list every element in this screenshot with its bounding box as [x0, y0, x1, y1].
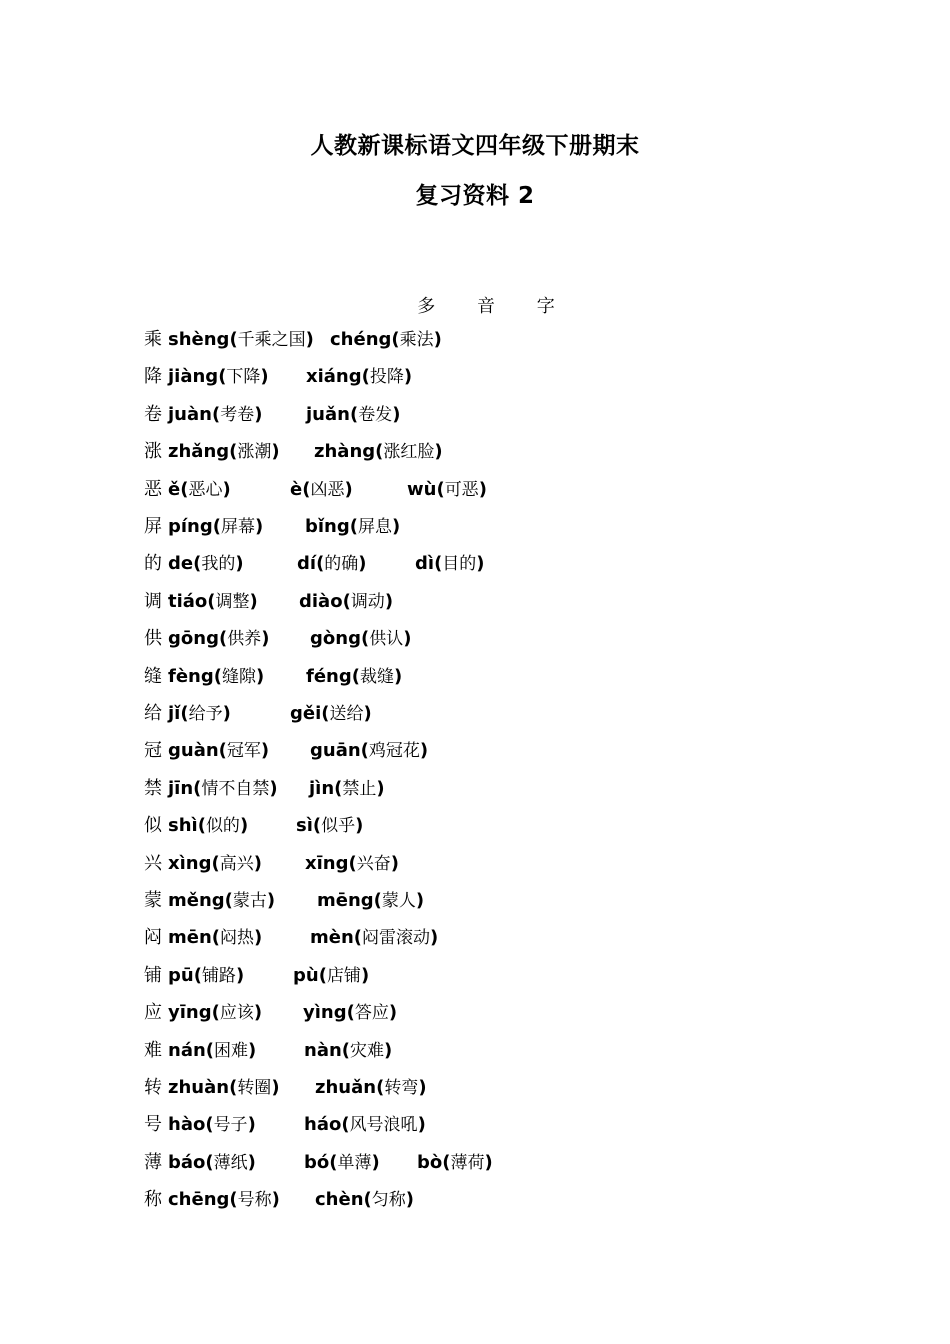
example-word: 的确 — [324, 554, 359, 575]
polyphonic-entry — [144, 961, 370, 991]
example-word: 目的 — [442, 554, 477, 575]
example-word: 涨红脸 — [383, 442, 435, 463]
example-word: 似的 — [205, 816, 240, 837]
example-word: 供养 — [227, 629, 262, 650]
pinyin: mēng — [317, 890, 374, 911]
pinyin: háo — [304, 1114, 342, 1136]
pinyin: zhuǎn — [315, 1077, 377, 1098]
example-word: 号子 — [213, 1115, 248, 1136]
example-word: 号称 — [237, 1190, 272, 1211]
entry-character: 兴 — [144, 852, 162, 874]
reading: shèng(千乘之国) — [168, 329, 314, 350]
example-word: 似乎 — [321, 816, 356, 837]
reading: nàn(灾难) — [304, 1039, 393, 1061]
example-word: 铺路 — [201, 965, 236, 986]
example-word: 考卷 — [220, 404, 255, 425]
example-word: 屏息 — [358, 517, 392, 537]
example-word: 屏幕 — [221, 517, 255, 537]
reading: dí(的确) — [297, 553, 367, 575]
entry-character: 铺 — [144, 964, 162, 986]
example-word: 我的 — [201, 554, 236, 575]
reading: shì(似的) — [168, 815, 249, 837]
polyphonic-entry — [144, 736, 429, 766]
pinyin: píng — [168, 516, 213, 537]
entry-character: 蒙 — [144, 890, 162, 911]
example-word: 风号浪吼 — [349, 1115, 418, 1136]
reading: xīng(兴奋) — [305, 852, 399, 874]
reading: dì(目的) — [415, 553, 485, 575]
reading: mēn(闷热) — [168, 927, 263, 949]
pinyin: hào — [168, 1114, 206, 1136]
example-word: 裁缝 — [359, 666, 394, 687]
pinyin: dì — [415, 553, 435, 575]
example-word: 单薄 — [337, 1152, 372, 1173]
reading: juǎn(卷发) — [306, 403, 401, 425]
pinyin: měng — [168, 890, 225, 911]
reading: hào(号子) — [168, 1114, 256, 1136]
polyphonic-entry — [144, 1073, 427, 1103]
example-word: 转圈 — [237, 1078, 272, 1098]
reading: bǐng(屏息) — [305, 516, 401, 537]
pinyin: yìng — [303, 1002, 347, 1024]
pinyin: jìn — [309, 777, 335, 799]
entry-character: 恶 — [144, 478, 162, 500]
pinyin: gōng — [168, 628, 219, 650]
pinyin: pù — [293, 964, 319, 986]
example-word: 灾难 — [350, 1040, 385, 1061]
example-word: 兴奋 — [356, 853, 391, 874]
entry-character: 给 — [144, 703, 162, 724]
example-word: 匀称 — [371, 1190, 406, 1211]
polyphonic-entry — [144, 998, 398, 1028]
reading: guàn(冠军) — [168, 740, 270, 762]
reading: píng(屏幕) — [168, 516, 264, 537]
pinyin: è — [290, 478, 303, 500]
pinyin: guān — [310, 740, 361, 762]
entry-character: 闷 — [144, 927, 162, 949]
example-word: 凶恶 — [310, 479, 345, 500]
reading: chèn(匀称) — [315, 1189, 414, 1211]
reading: bó(单薄) — [304, 1151, 380, 1173]
reading: juàn(考卷) — [168, 403, 263, 425]
entry-character: 薄 — [144, 1151, 162, 1173]
example-word: 送给 — [329, 704, 364, 724]
pinyin: yīng — [168, 1002, 212, 1024]
polyphonic-entry — [144, 437, 443, 467]
reading: yīng(应该) — [168, 1002, 263, 1024]
polyphonic-entry — [144, 774, 385, 804]
example-word: 高兴 — [219, 853, 254, 874]
pinyin: bó — [304, 1151, 330, 1173]
entry-character: 供 — [144, 628, 162, 650]
pinyin: guàn — [168, 740, 219, 762]
polyphonic-entry — [144, 886, 425, 916]
pinyin: jiàng — [168, 366, 219, 388]
reading: ě(恶心) — [168, 478, 231, 500]
entry-character: 的 — [144, 553, 162, 575]
pinyin: bò — [417, 1151, 443, 1173]
reading: tiáo(调整) — [168, 590, 258, 612]
pinyin: juǎn — [306, 403, 350, 425]
example-word: 投降 — [369, 367, 404, 388]
pinyin: pū — [168, 964, 194, 986]
pinyin: tiáo — [168, 590, 208, 612]
document-title-line-1: 人教新课标语文四年级下册期末 — [310, 133, 640, 159]
reading: guān(鸡冠花) — [310, 740, 429, 762]
polyphonic-entry — [144, 1036, 393, 1066]
pinyin: mēn — [168, 927, 212, 949]
entry-character: 似 — [144, 815, 162, 837]
document-title-line-2: 复习资料 2 — [415, 183, 535, 209]
reading: yìng(答应) — [303, 1002, 398, 1024]
polyphonic-entry — [144, 699, 372, 729]
reading: háo(风号浪吼) — [304, 1114, 426, 1136]
reading: sì(似乎) — [296, 815, 364, 837]
pinyin: de — [168, 553, 194, 575]
reading: xìng(高兴) — [168, 852, 262, 874]
entry-character: 调 — [144, 590, 162, 612]
pinyin: nàn — [304, 1039, 342, 1061]
pinyin: wù — [407, 478, 437, 500]
reading: è(凶恶) — [290, 478, 353, 500]
reading: měng(蒙古) — [168, 890, 276, 911]
pinyin: bǐng — [305, 516, 350, 537]
polyphonic-entry — [144, 1185, 414, 1215]
reading: mèn(闷雷滚动) — [310, 927, 439, 949]
example-word: 调整 — [215, 591, 250, 612]
example-word: 闷雷滚动 — [362, 928, 431, 949]
example-word: 涨潮 — [237, 442, 272, 463]
pinyin: zhàng — [314, 441, 376, 463]
pinyin: jīn — [168, 777, 194, 799]
polyphonic-entry — [144, 400, 401, 430]
polyphonic-entry — [144, 1148, 493, 1178]
pinyin: féng — [306, 665, 352, 687]
reading: féng(裁缝) — [306, 665, 403, 687]
example-word: 蒙古 — [232, 891, 267, 911]
pinyin: chéng — [330, 329, 392, 350]
reading: jìn(禁止) — [309, 777, 385, 799]
pinyin: xìng — [168, 852, 212, 874]
example-word: 情不自禁 — [201, 778, 270, 799]
polyphonic-entry — [144, 512, 401, 542]
entry-character: 冠 — [144, 740, 162, 762]
reading: diào(调动) — [299, 590, 394, 612]
pinyin: xiáng — [306, 366, 362, 388]
example-word: 恶心 — [188, 479, 223, 500]
pinyin: gòng — [310, 628, 361, 650]
polyphonic-entry — [144, 362, 413, 392]
example-word: 薄荷 — [450, 1152, 485, 1173]
reading: fèng(缝隙) — [168, 665, 265, 687]
example-word: 困难 — [214, 1040, 249, 1061]
pinyin: shèng — [168, 329, 230, 350]
reading: nán(困难) — [168, 1039, 257, 1061]
pinyin: zhuàn — [168, 1077, 230, 1098]
polyphonic-entry — [144, 325, 442, 355]
entry-character: 涨 — [144, 441, 162, 463]
reading: zhuàn(转圈) — [168, 1077, 280, 1098]
entry-character: 禁 — [144, 777, 162, 799]
pinyin: diào — [299, 590, 343, 612]
reading: de(我的) — [168, 553, 244, 575]
reading: báo(薄纸) — [168, 1151, 256, 1173]
reading: jǐ(给予) — [168, 703, 231, 724]
pinyin: sì — [296, 815, 313, 837]
reading: zhàng(涨红脸) — [314, 441, 443, 463]
reading: pū(铺路) — [168, 964, 245, 986]
entry-character: 转 — [144, 1077, 162, 1098]
entry-character: 缝 — [144, 665, 162, 687]
reading: chéng(乘法) — [330, 329, 442, 350]
reading: xiáng(投降) — [306, 366, 413, 388]
example-word: 薄纸 — [213, 1152, 248, 1173]
pinyin: xīng — [305, 852, 349, 874]
pinyin: fèng — [168, 665, 214, 687]
polyphonic-entry — [144, 1110, 426, 1140]
polyphonic-entry — [144, 475, 487, 505]
pinyin: chēng — [168, 1189, 230, 1211]
entry-character: 卷 — [144, 403, 162, 425]
example-word: 千乘之国 — [237, 330, 306, 350]
pinyin: juàn — [168, 403, 212, 425]
pinyin: chèn — [315, 1189, 364, 1211]
entry-character: 降 — [144, 366, 162, 388]
reading: gěi(送给) — [290, 703, 372, 724]
section-heading: 多 音 字 — [417, 296, 573, 317]
pinyin: nán — [168, 1039, 206, 1061]
polyphonic-entry — [144, 923, 439, 953]
example-word: 供认 — [369, 629, 404, 650]
polyphonic-entry — [144, 624, 412, 654]
example-word: 卷发 — [358, 404, 393, 425]
example-word: 可恶 — [444, 479, 479, 500]
reading: jīn(情不自禁) — [168, 777, 278, 799]
example-word: 调动 — [350, 591, 385, 612]
example-word: 蒙人 — [381, 891, 416, 911]
entry-character: 称 — [144, 1189, 162, 1211]
reading: wù(可恶) — [407, 478, 487, 500]
pinyin: shì — [168, 815, 198, 837]
pinyin: mèn — [310, 927, 354, 949]
example-word: 闷热 — [220, 928, 255, 949]
reading: pù(店铺) — [293, 964, 370, 986]
polyphonic-entry — [144, 587, 394, 617]
example-word: 给予 — [188, 704, 223, 724]
example-word: 转弯 — [384, 1078, 419, 1098]
reading: zhuǎn(转弯) — [315, 1077, 427, 1098]
entry-character: 屏 — [144, 516, 162, 537]
entry-character: 应 — [144, 1002, 162, 1024]
example-word: 冠军 — [226, 741, 261, 762]
example-word: 缝隙 — [221, 666, 256, 687]
reading: gòng(供认) — [310, 628, 412, 650]
reading: zhǎng(涨潮) — [168, 441, 280, 463]
pinyin: báo — [168, 1151, 206, 1173]
polyphonic-entry — [144, 549, 485, 579]
reading: bò(薄荷) — [417, 1151, 493, 1173]
polyphonic-entry — [144, 811, 364, 841]
polyphonic-entry — [144, 662, 403, 692]
example-word: 答应 — [354, 1003, 389, 1024]
reading: gōng(供养) — [168, 628, 270, 650]
example-word: 下降 — [226, 367, 261, 388]
entry-character: 号 — [144, 1114, 162, 1136]
pinyin: ě — [168, 478, 181, 500]
entry-character: 难 — [144, 1039, 162, 1061]
pinyin: gěi — [290, 703, 322, 724]
example-word: 鸡冠花 — [368, 741, 420, 762]
example-word: 店铺 — [326, 965, 361, 986]
example-word: 禁止 — [342, 778, 377, 799]
example-word: 乘法 — [399, 330, 434, 350]
pinyin: jǐ — [168, 703, 181, 724]
pinyin: dí — [297, 553, 317, 575]
reading: mēng(蒙人) — [317, 890, 425, 911]
pinyin: zhǎng — [168, 441, 230, 463]
example-word: 应该 — [219, 1003, 254, 1024]
reading: jiàng(下降) — [168, 366, 269, 388]
polyphonic-entry — [144, 849, 399, 879]
reading: chēng(号称) — [168, 1189, 280, 1211]
entry-character: 乘 — [144, 329, 162, 350]
